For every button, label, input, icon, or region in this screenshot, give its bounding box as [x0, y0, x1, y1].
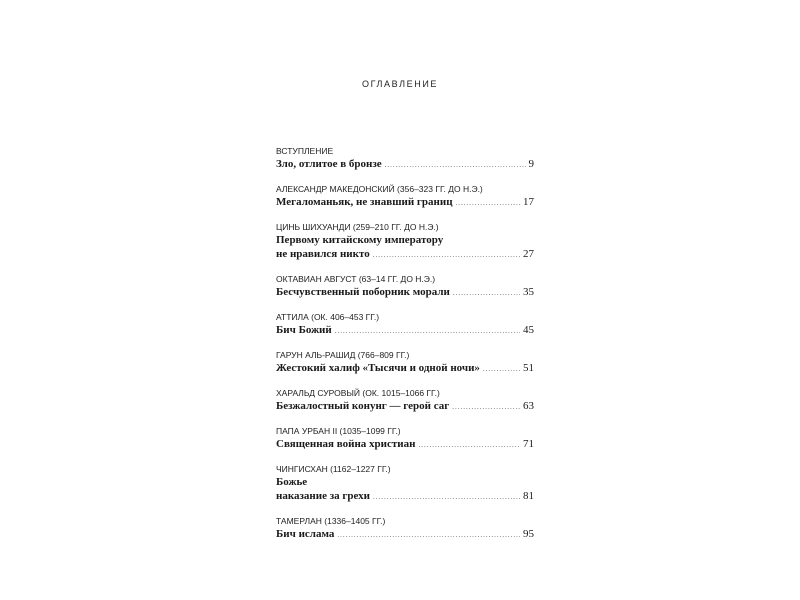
toc-entry-qin-shi-huang: [276, 221, 534, 261]
chapter-title: Безжалостный конунг — герой саг: [276, 400, 450, 412]
table-of-contents: [276, 145, 534, 553]
toc-entry-attila: [276, 311, 534, 337]
page-number: 71: [523, 438, 534, 450]
dot-leader: [373, 248, 520, 262]
chapter-author: ЧИНГИСХАН (1162–1227 ГГ.): [276, 464, 391, 474]
chapter-author: ОКТАВИАН АВГУСТ (63–14 ГГ. ДО Н.Э.): [276, 274, 436, 284]
toc-entry-harald: [276, 387, 534, 413]
chapter-title-line: Первому китайскому императору: [276, 234, 444, 246]
page-number: 35: [523, 286, 534, 298]
toc-title-row: [276, 399, 534, 413]
page-number: 9: [528, 158, 534, 170]
toc-title-row: [276, 361, 534, 375]
chapter-title: Бесчувственный поборник морали: [276, 286, 450, 298]
dot-leader: [335, 324, 520, 338]
dot-leader: [418, 438, 520, 452]
dot-leader: [453, 286, 520, 300]
chapter-author: ЦИНЬ ШИХУАНДИ (259–210 ГГ. ДО Н.Э.): [276, 222, 439, 232]
chapter-author: АТТИЛА (ОК. 406–453 ГГ.): [276, 312, 380, 322]
toc-title-row: [276, 285, 534, 299]
toc-entry-alexander: [276, 183, 534, 209]
dot-leader: [373, 490, 520, 504]
toc-entry-introduction: [276, 145, 534, 171]
chapter-author: ПАПА УРБАН II (1035–1099 ГГ.): [276, 426, 401, 436]
page-title: ОГЛАВЛЕНИЕ: [361, 79, 439, 89]
page-number: 51: [523, 362, 534, 374]
toc-title-row: [276, 157, 534, 171]
toc-title-row: [276, 489, 534, 503]
page-number: 45: [523, 324, 534, 336]
toc-entry-tamerlane: [276, 515, 534, 541]
chapter-title: Жестокий халиф «Тысячи и одной ночи»: [276, 362, 480, 374]
page-number: 63: [523, 400, 534, 412]
chapter-author: АЛЕКСАНДР МАКЕДОНСКИЙ (356–323 ГГ. ДО Н.Э.): [276, 184, 483, 194]
dot-leader: [483, 362, 520, 376]
chapter-title: Бич ислама: [276, 528, 335, 540]
toc-title-row: [276, 195, 534, 209]
page-number: 17: [523, 196, 534, 208]
chapter-title: Бич Божий: [276, 324, 332, 336]
chapter-title: Мегаломаньяк, не знавший границ: [276, 196, 453, 208]
dot-leader: [385, 158, 526, 172]
chapter-author: ХАРАЛЬД СУРОВЫЙ (ОК. 1015–1066 ГГ.): [276, 388, 440, 398]
toc-entry-genghis: [276, 463, 534, 503]
dot-leader: [337, 528, 520, 542]
chapter-title: Зло, отлитое в бронзе: [276, 158, 382, 170]
page-number: 27: [523, 248, 534, 260]
chapter-title: наказание за грехи: [276, 490, 371, 502]
chapter-author: ТАМЕРЛАН (1336–1405 ГГ.): [276, 516, 386, 526]
chapter-title: не нравился никто: [276, 248, 370, 260]
section-label: ВСТУПЛЕНИЕ: [276, 146, 334, 156]
toc-title-row: [276, 437, 534, 451]
page-number: 81: [523, 490, 534, 502]
page-number: 95: [523, 528, 534, 540]
toc-entry-octavian: [276, 273, 534, 299]
chapter-author: ГАРУН АЛЬ-РАШИД (766–809 ГГ.): [276, 350, 410, 360]
dot-leader: [452, 400, 520, 414]
toc-entry-harun: [276, 349, 534, 375]
chapter-title: Священная война христиан: [276, 438, 416, 450]
toc-title-row: [276, 323, 534, 337]
toc-entry-urban: [276, 425, 534, 451]
dot-leader: [456, 196, 520, 210]
toc-title-row: [276, 527, 534, 541]
chapter-title-line: Божье: [276, 476, 308, 488]
toc-title-row: [276, 247, 534, 261]
